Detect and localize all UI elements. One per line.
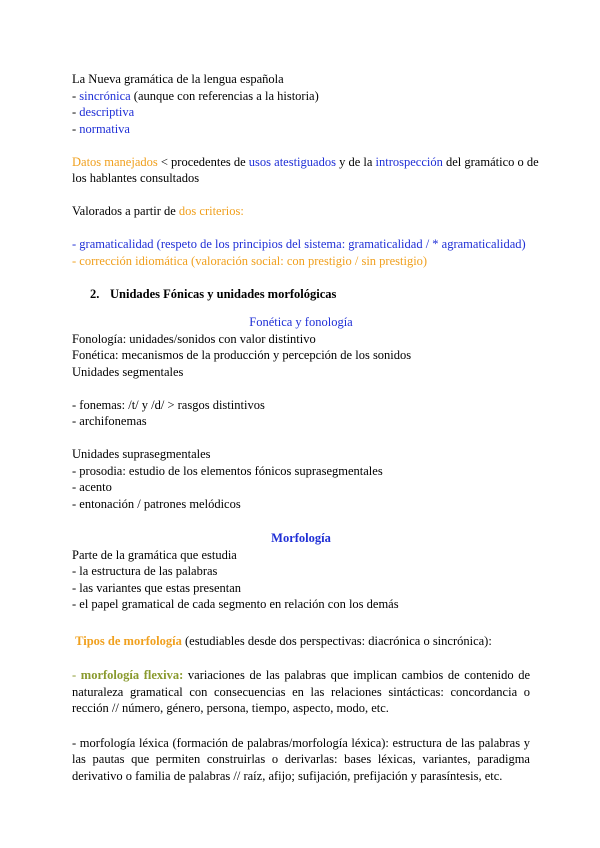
morfologia-item-papel: - el papel gramatical de cada segmento en relación con los demás (72, 597, 399, 611)
intro-item-sincronica: - sincrónica (aunque con referencias a la historia) (72, 88, 319, 103)
fonologia-def: Fonología: unidades/sonidos con valor distintivo (72, 331, 316, 346)
morfologia-intro: Parte de la gramática que estudia (72, 547, 237, 562)
supra-prosodia: - prosodia: estudio de los elementos fónicos suprasegmentales (72, 463, 383, 478)
criterio-correccion: - corrección idiomática (valoración social: con prestigio / sin prestigio) (72, 253, 428, 268)
morfologia-heading: Morfología (271, 531, 331, 545)
morfologia-item-variantes: - las variantes que estas presentan (72, 580, 242, 595)
intro-title: La Nueva gramática de la lengua española (72, 72, 284, 86)
tipos-morfologia: Tipos de morfología (estudiables desde dos perspectivas: diacrónica o sincrónica): (75, 633, 492, 648)
morfologia-lexica: - morfología léxica (formación de palabras/morfología léxica): estructura de las palabras y las pautas que permiten construirlas o derivarlas: bases léxicas, variantes, paradigma derivativo o familia de palabras // raíz, afijo; sufijación, prefijación y parasíntesis, etc. (72, 735, 530, 783)
criterio-gramaticalidad: - gramaticalidad (respeto de los principios del sistema: gramaticalidad / * agramaticalidad) (72, 237, 526, 251)
supra-entonacion: - entonación / patrones melódicos (72, 496, 241, 511)
unidades-suprasegmentales: Unidades suprasegmentales (72, 447, 211, 461)
document-page (72, 71, 539, 784)
morfologia-item-estructura: - la estructura de las palabras (72, 564, 218, 578)
section-2-heading: 2. Unidades Fónicas y unidades morfológicas (90, 286, 337, 301)
datos-line-2: los hablantes consultados (72, 171, 200, 185)
supra-acento: - acento (72, 480, 112, 494)
datos-line-1: Datos manejados < procedentes de usos atestiguados y de la introspección del gramático o de (72, 154, 539, 169)
intro-item-descriptiva: - descriptiva (72, 105, 135, 119)
fonetica-heading: Fonética y fonología (249, 315, 353, 329)
fonetica-def: Fonética: mecanismos de la producción y percepción de los sonidos (72, 348, 412, 362)
valorados-line: Valorados a partir de dos criterios: (72, 204, 244, 218)
unidades-segmentales: Unidades segmentales (72, 364, 184, 379)
morfologia-flexiva: - morfología flexiva: variaciones de las palabras que implican cambios de contenido de naturaleza gramatical con consecuencias en las relaciones sintácticas: concordancia o rección // número, género, persona, tiempo, aspecto, modo, etc. (72, 668, 531, 715)
segmental-archifonemas: - archifonemas (72, 414, 147, 428)
segmental-fonemas: - fonemas: /t/ y /d/ > rasgos distintivos (72, 397, 265, 412)
intro-item-normativa: - normativa (72, 121, 130, 136)
